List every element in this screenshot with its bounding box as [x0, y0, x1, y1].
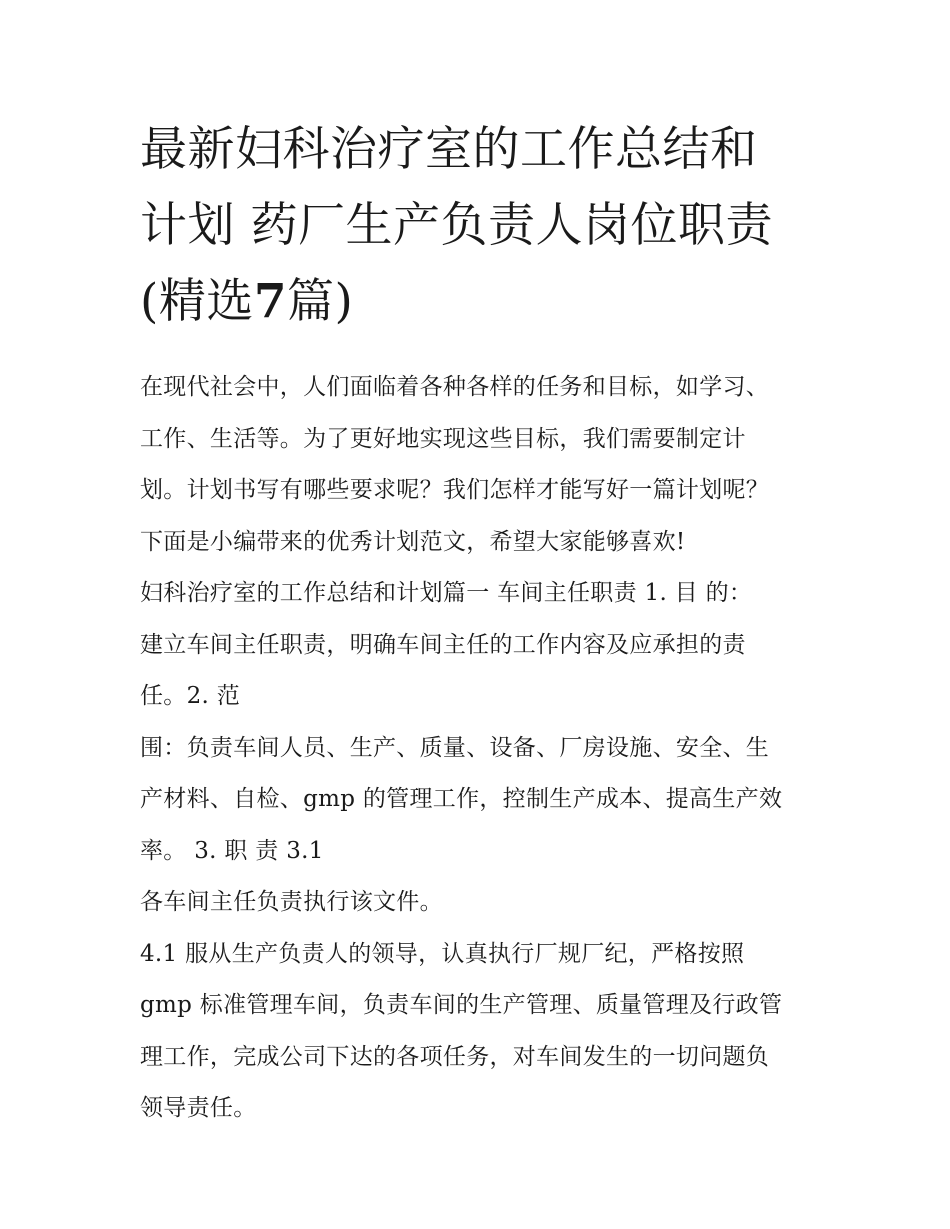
body-line-3: 划。计划书写有哪些要求呢？我们怎样才能写好一篇计划呢？ — [140, 477, 770, 503]
body-line-5: 妇科治疗室的工作总结和计划篇一 车间主任职责 1. 目 的： — [140, 580, 753, 606]
body-line-1: 在现代社会中，人们面临着各种各样的任务和目标，如学习、 — [140, 374, 770, 400]
body-line-4: 下面是小编带来的优秀计划范文，希望大家能够喜欢! — [140, 528, 686, 555]
body-line-10: 率。 3. 职 责 3.1 — [140, 837, 324, 864]
body-line-12: 4.1 服从生产负责人的领导，认真执行厂规厂纪，严格按照 — [140, 940, 745, 967]
title-line-1: 最新妇科治疗室的工作总结和 — [140, 122, 758, 177]
body-line-7: 任。2. 范 — [140, 683, 241, 709]
body-line-14: 理工作，完成公司下达的各项任务，对车间发生的一切问题负 — [140, 1043, 770, 1070]
body-line-2: 工作、生活等。为了更好地实现这些目标，我们需要制定计 — [140, 425, 746, 452]
title-part-number: 7 — [253, 274, 288, 329]
body-line-9: 产材料、自检、gmp 的管理工作，控制生产成本、提高生产效 — [140, 786, 783, 812]
body-line-11: 各车间主任负责执行该文件。 — [140, 889, 443, 915]
document-title — [140, 112, 820, 340]
title-part-close: 篇) — [287, 274, 354, 329]
body-line-8: 围：负责车间人员、生产、质量、设备、厂房设施、安全、生 — [140, 734, 770, 761]
body-line-15: 领导责任。 — [140, 1095, 257, 1121]
body-line-13: gmp 标准管理车间，负责车间的生产管理、质量管理及行政管 — [140, 992, 783, 1018]
document-page — [140, 112, 820, 1135]
body-line-6: 建立车间主任职责，明确车间主任的工作内容及应承担的责 — [140, 631, 746, 658]
title-line-3 — [140, 264, 820, 340]
title-line-2: 计划 药厂生产负责人岗位职责 — [140, 198, 773, 253]
title-part-open: (精选 — [140, 274, 254, 329]
document-body — [140, 362, 820, 1135]
